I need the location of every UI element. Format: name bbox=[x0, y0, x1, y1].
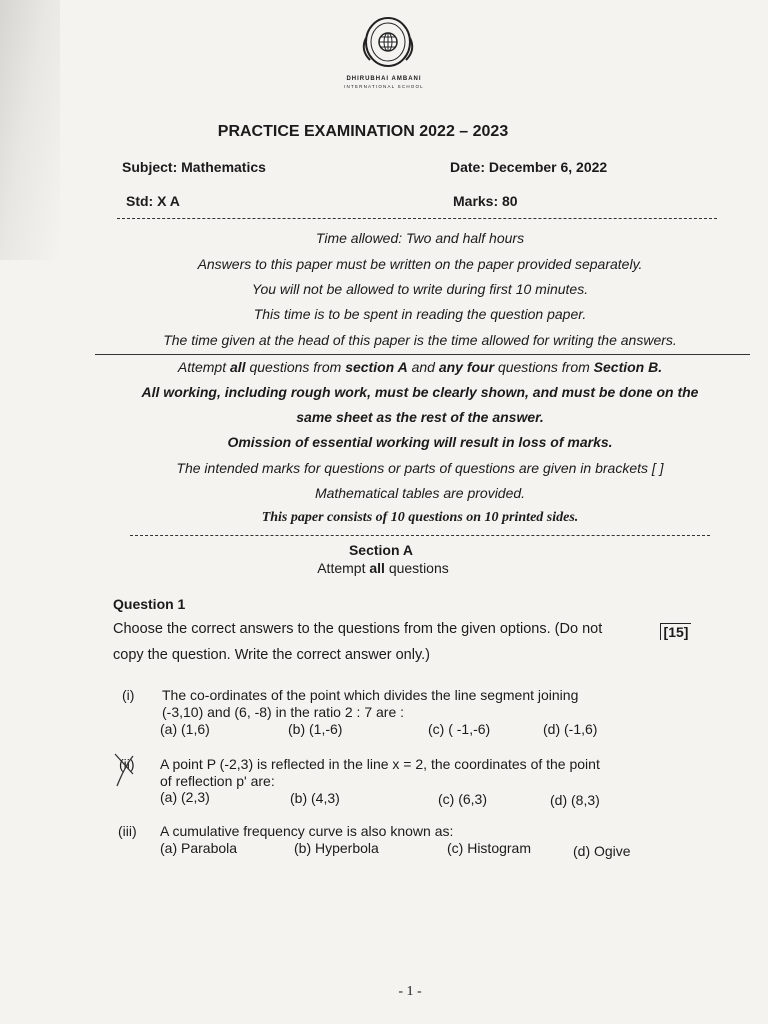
item-text: A point P (-2,3) is reflected in the line x = 2, the coordinates of the point bbox=[160, 756, 600, 772]
item-number: (iii) bbox=[118, 823, 137, 839]
instruction-no-writing: You will not be allowed to write during first 10 minutes. bbox=[251, 281, 589, 297]
option-d: (d) (8,3) bbox=[550, 792, 600, 808]
option-c: (c) Histogram bbox=[447, 840, 532, 856]
attempt-emphasis: Section B. bbox=[593, 359, 663, 375]
option-b: (b) Hyperbola bbox=[294, 840, 379, 856]
pen-cross-mark-icon bbox=[113, 752, 135, 788]
attempt-emphasis: section A bbox=[345, 359, 408, 375]
instruction-reading: This time is to be spent in reading the question paper. bbox=[253, 306, 587, 322]
school-logo bbox=[352, 16, 424, 72]
section-instruction-text: questions bbox=[384, 560, 449, 576]
option-b: (b) (1,-6) bbox=[288, 721, 343, 737]
item-text-cont: (-3,10) and (6, -8) in the ratio 2 : 7 are : bbox=[162, 704, 405, 720]
instruction-tables: Mathematical tables are provided. bbox=[314, 485, 526, 501]
item-text: The co-ordinates of the point which divides the line segment joining bbox=[162, 687, 579, 703]
instruction-marks-brackets: The intended marks for questions or parts of questions are given in brackets [ ] bbox=[176, 460, 664, 476]
instruction-time-given: The time given at the head of this paper is the time allowed for writing the answers. bbox=[163, 332, 677, 348]
option-a: (a) Parabola bbox=[160, 840, 238, 856]
divider-dashed-bottom bbox=[130, 535, 710, 536]
item-text: A cumulative frequency curve is also known as: bbox=[160, 823, 454, 839]
divider-dashed-top bbox=[117, 218, 717, 219]
exam-title: PRACTICE EXAMINATION 2022 – 2023 bbox=[217, 123, 509, 140]
item-text-cont: of reflection p' are: bbox=[160, 773, 275, 789]
attempt-emphasis: any four bbox=[438, 359, 495, 375]
section-title: Section A bbox=[348, 542, 414, 558]
subject-label: Subject: Mathematics bbox=[122, 159, 266, 175]
question-heading: Question 1 bbox=[113, 596, 186, 612]
item-number: (ii) bbox=[119, 756, 135, 772]
section-instruction-emphasis: all bbox=[369, 560, 385, 576]
page-number: - 1 - bbox=[398, 984, 422, 999]
item-number: (i) bbox=[122, 687, 135, 703]
question-marks: [15] bbox=[660, 623, 691, 640]
question-intro: Choose the correct answers to the questions from the given options. (Do not bbox=[113, 621, 603, 637]
marks-label: Marks: 80 bbox=[453, 193, 518, 209]
option-c: (c) ( -1,-6) bbox=[428, 721, 491, 737]
question-intro-cont: copy the question. Write the correct answer only.) bbox=[113, 647, 430, 663]
option-c: (c) (6,3) bbox=[438, 791, 487, 807]
date-label: Date: December 6, 2022 bbox=[450, 159, 608, 175]
divider-solid bbox=[95, 354, 750, 355]
option-a: (a) (2,3) bbox=[160, 789, 210, 805]
instruction-attempt bbox=[0, 359, 768, 375]
option-b: (b) (4,3) bbox=[290, 790, 340, 806]
instruction-working: All working, including rough work, must be clearly shown, and must be done on the bbox=[141, 384, 699, 400]
section-instruction-text: Attempt bbox=[317, 560, 370, 576]
attempt-text: and bbox=[407, 359, 439, 375]
option-a: (a) (1,6) bbox=[160, 721, 210, 737]
instruction-working-cont: same sheet as the rest of the answer. bbox=[296, 409, 544, 425]
section-instruction bbox=[0, 560, 766, 576]
option-d: (d) (-1,6) bbox=[543, 721, 598, 737]
instruction-page-count: This paper consists of 10 questions on 10 printed sides. bbox=[261, 510, 579, 525]
attempt-text: questions from bbox=[245, 359, 346, 375]
standard-label: Std: X A bbox=[126, 193, 180, 209]
attempt-text: Attempt bbox=[177, 359, 230, 375]
instruction-omission: Omission of essential working will result in loss of marks. bbox=[227, 434, 613, 450]
option-d: (d) Ogive bbox=[573, 843, 631, 859]
school-name-subtitle: INTERNATIONAL SCHOOL bbox=[344, 84, 424, 89]
instruction-answers: Answers to this paper must be written on the paper provided separately. bbox=[197, 256, 643, 272]
attempt-text: questions from bbox=[494, 359, 594, 375]
instruction-time: Time allowed: Two and half hours bbox=[315, 230, 525, 246]
school-name: DHIRUBHAI AMBANI bbox=[346, 76, 422, 82]
attempt-emphasis: all bbox=[230, 359, 246, 375]
